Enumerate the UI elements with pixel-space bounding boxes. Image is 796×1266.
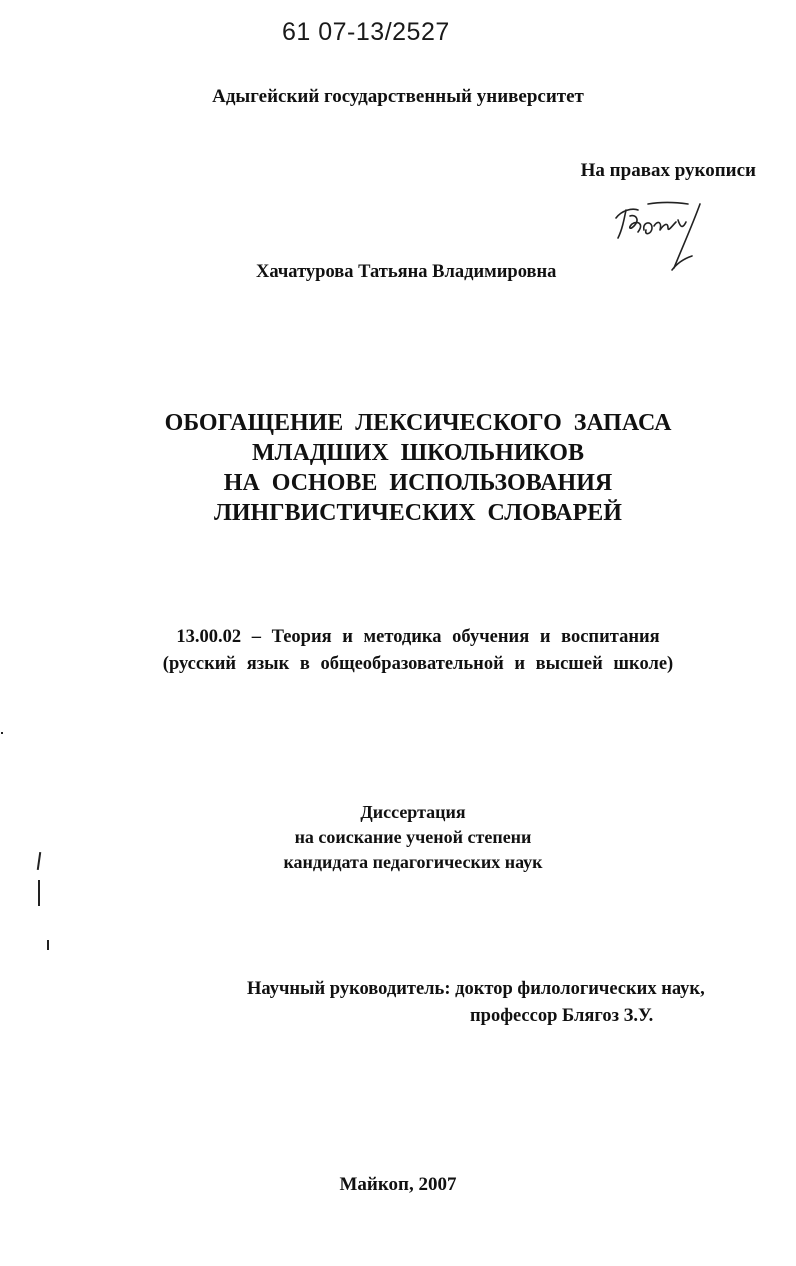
- supervisor-line: Научный руководитель: доктор филологических наук,: [247, 979, 705, 999]
- specialty-code: [0, 624, 796, 678]
- title-line: МЛАДШИХ ШКОЛЬНИКОВ: [252, 440, 584, 466]
- title-line: ОБОГАЩЕНИЕ ЛЕКСИЧЕСКОГО ЗАПАСА: [164, 410, 672, 436]
- dissertation-title: [0, 408, 796, 528]
- title-line: ЛИНГВИСТИЧЕСКИХ СЛОВАРЕЙ: [214, 500, 622, 526]
- degree-line: на соискание ученой степени: [294, 827, 532, 847]
- title-line: НА ОСНОВЕ ИСПОЛЬЗОВАНИЯ: [223, 470, 613, 496]
- city-year: Майкоп, 2007: [339, 1174, 457, 1195]
- university-name: Адыгейский государственный университет: [212, 86, 584, 107]
- scan-artifact: [1, 732, 3, 734]
- supervisor-line: профессор Блягоз З.У.: [470, 1006, 654, 1026]
- scan-artifact: [38, 880, 40, 906]
- degree-line: кандидата педагогических наук: [283, 852, 543, 872]
- degree-line: Диссертация: [360, 802, 466, 822]
- scientific-supervisor: [247, 976, 705, 1030]
- specialty-line: (русский язык в общеобразовательной и высшей школе): [162, 654, 674, 674]
- manuscript-rights-note: На правах рукописи: [580, 160, 756, 181]
- author-name: Хачатурова Татьяна Владимировна: [256, 262, 557, 282]
- author-signature: [608, 196, 708, 280]
- degree-statement: [0, 800, 796, 875]
- specialty-line: 13.00.02 – Теория и методика обучения и воспитания: [176, 627, 660, 647]
- scan-artifact: [47, 940, 49, 950]
- archive-number-stamp: 61 07-13/2527: [282, 18, 450, 46]
